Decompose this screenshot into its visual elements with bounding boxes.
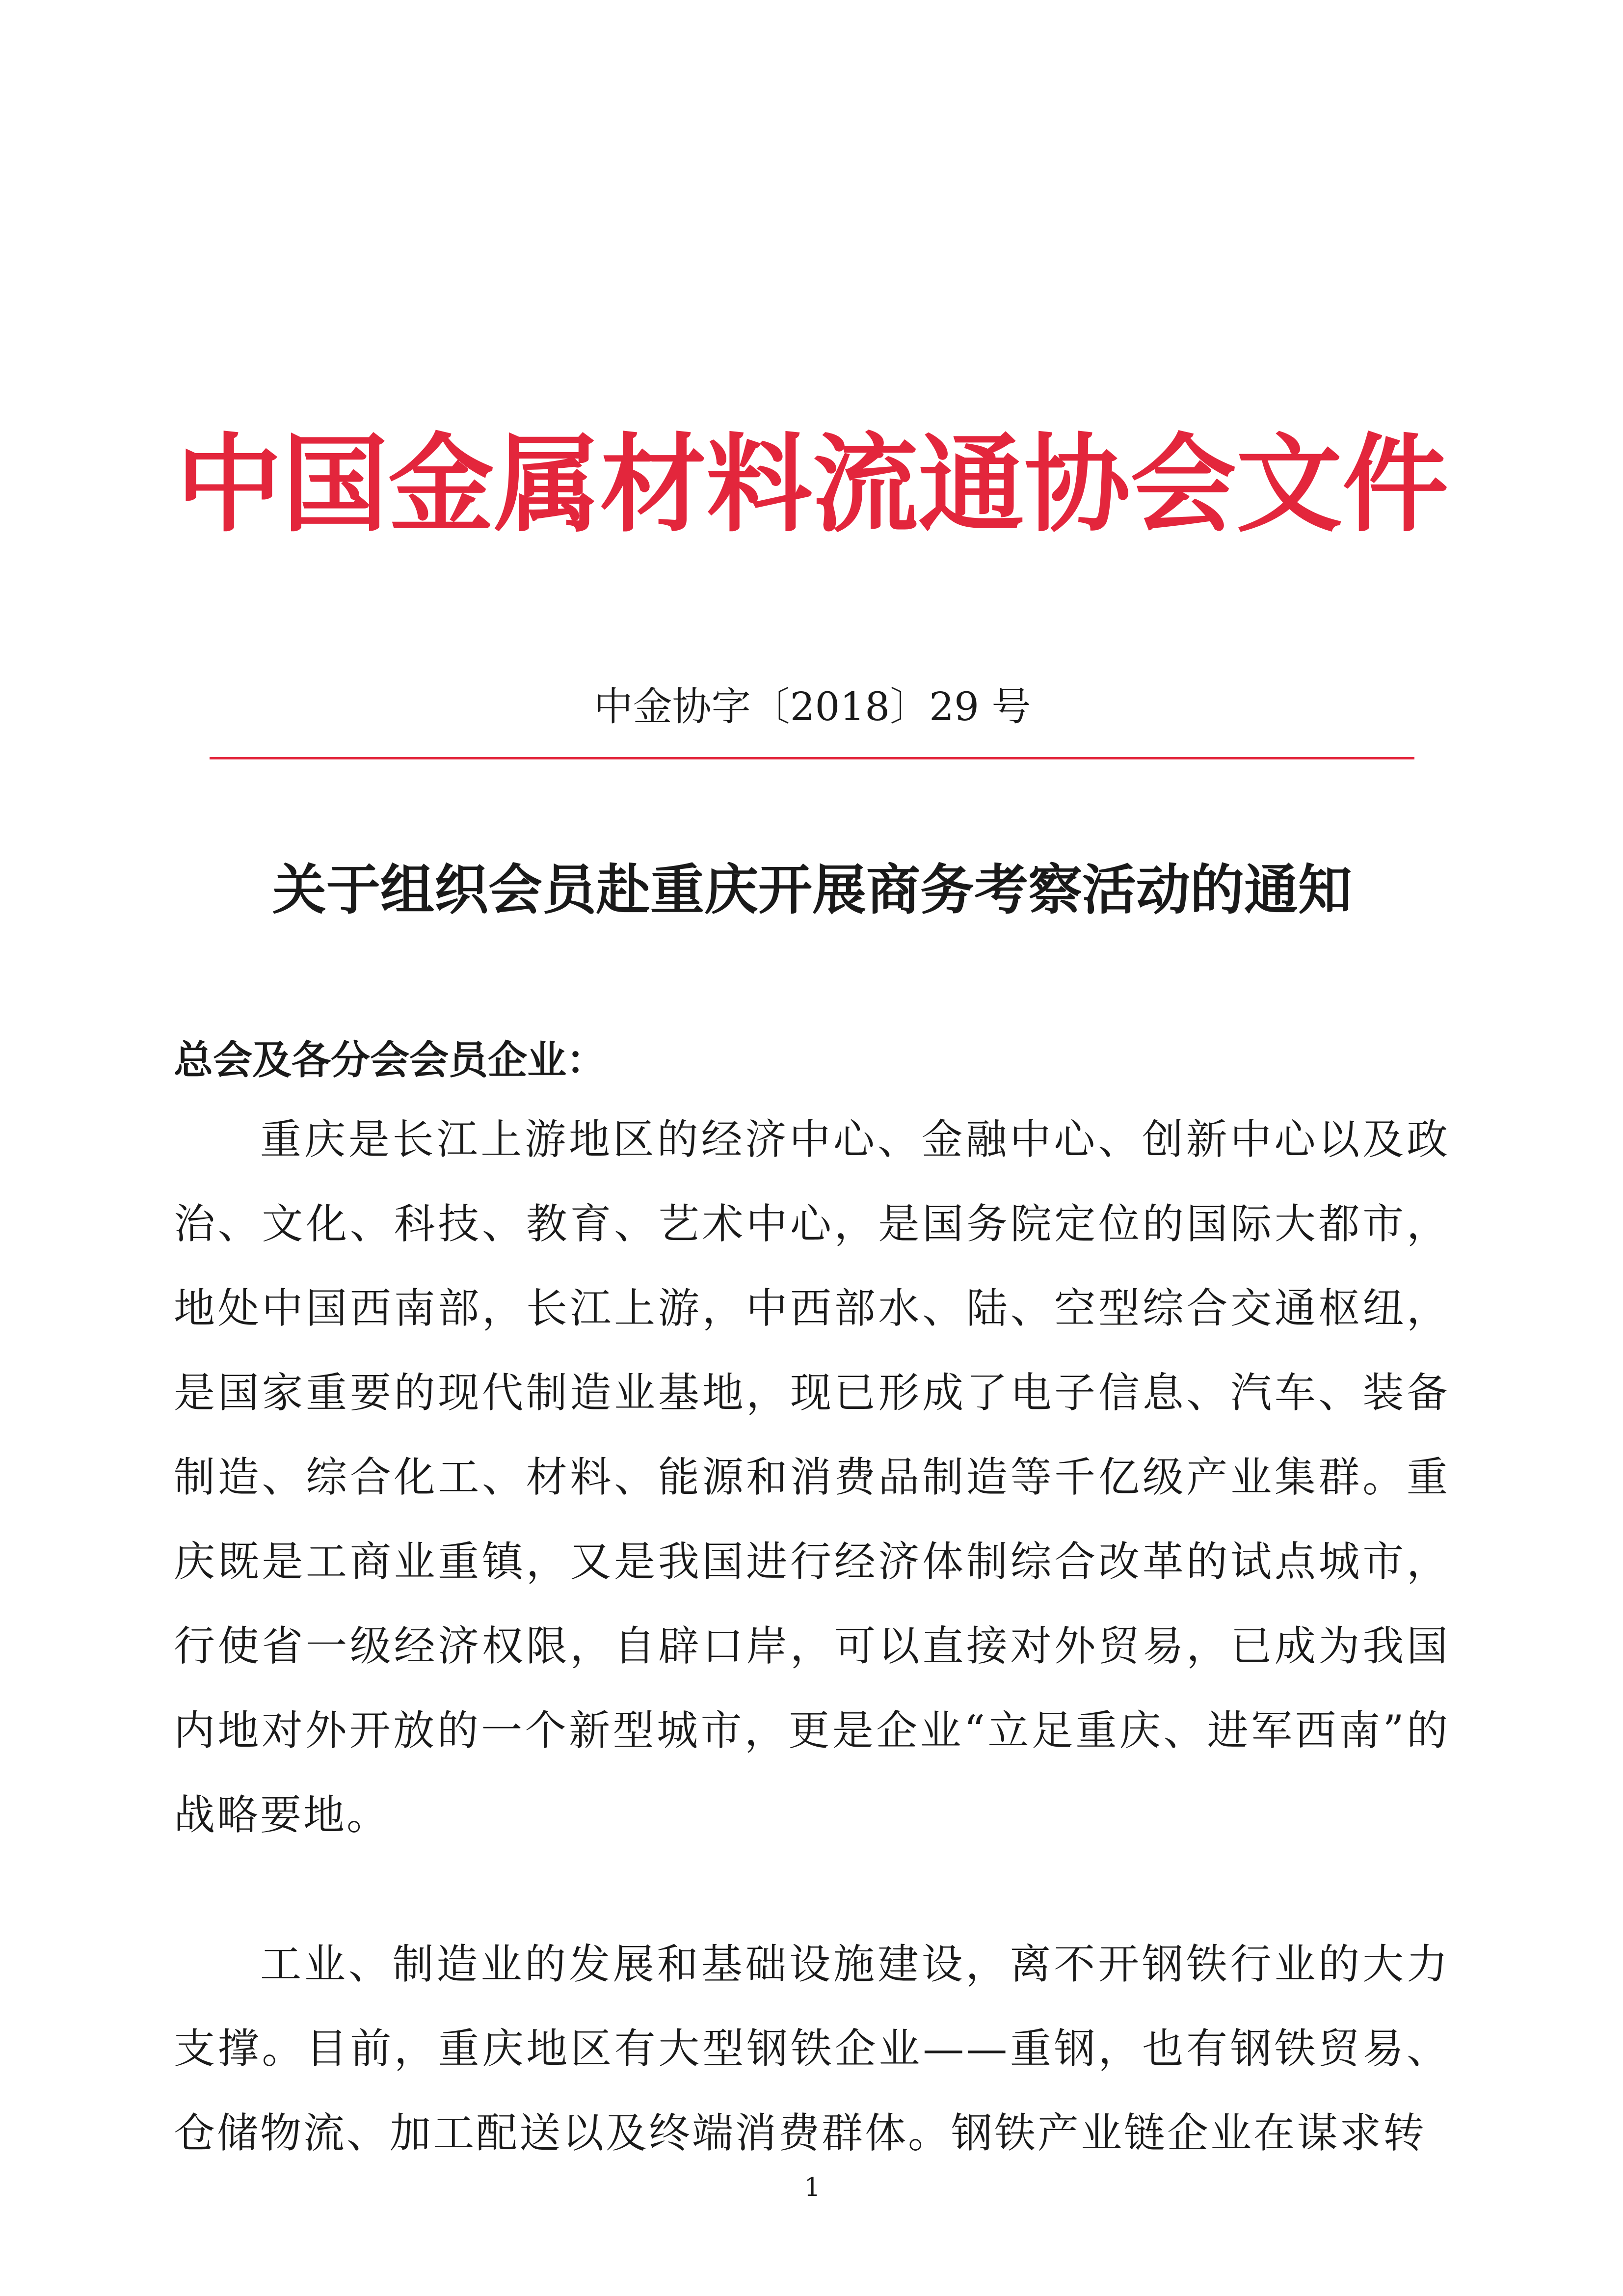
- page-number: 1: [804, 2173, 821, 2202]
- red-divider-line: [210, 757, 1414, 759]
- paragraph-text: 重庆是长江上游地区的经济中心、金融中心、创新中心以及政治、文化、科技、教育、艺术中心，是国务院定位的国际大都市，地处中国西南部，长江上游，中西部水、陆、空型综合交通枢纽，是国家重要的现代制造业基地，现已形成了电子信息、汽车、装备制造、综合化工、材料、能源和消费品制造等千亿级产业集群。重庆既是工商业重镇，又是我国进行经济体制综合改革的试点城市，行使省一级经济权限，自辟口岸，可以直接对外贸易，已成为我国内地对外开放的一个新型城市，更是企业“立足重庆、进军西南”的战略要地。: [174, 1115, 1450, 1839]
- document-number: 中金协字〔2018〕29 号: [593, 684, 1031, 729]
- paragraph-text: 工业、制造业的发展和基础设施建设，离不开钢铁行业的大力支撑。目前，重庆地区有大型钢铁企业——重钢，也有钢铁贸易、仓储物流、加工配送以及终端消费群体。钢铁产业链企业在谋求转: [174, 1940, 1450, 2157]
- body-paragraph-1: [174, 1097, 1450, 1857]
- salutation: 总会及各分会会员企业：: [174, 1037, 606, 1083]
- body-paragraph-2: [174, 1922, 1450, 2175]
- document-header-title: 中国金属材料流通协会文件: [176, 423, 1448, 546]
- notice-title: 关于组织会员赴重庆开展商务考察活动的通知: [272, 859, 1352, 921]
